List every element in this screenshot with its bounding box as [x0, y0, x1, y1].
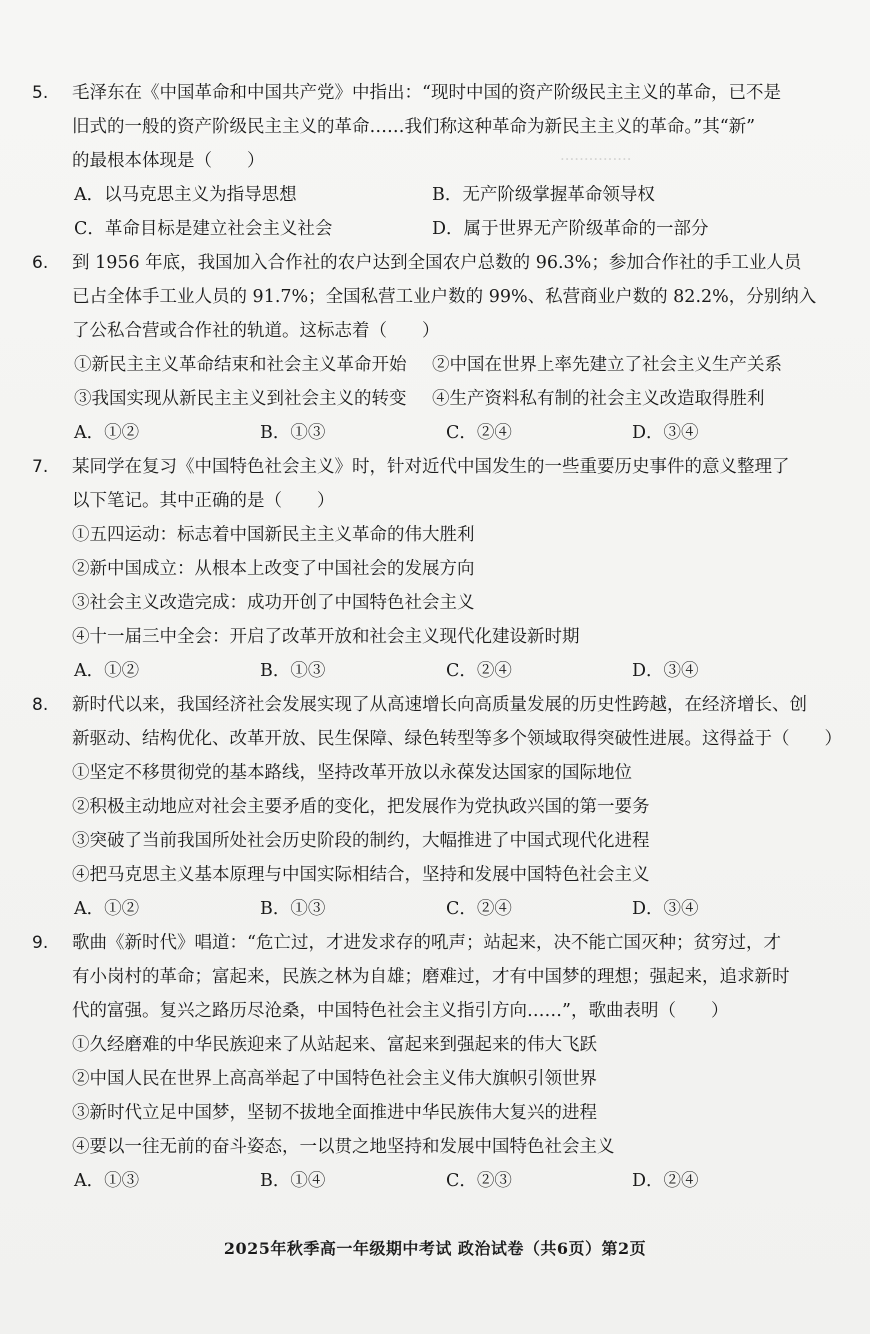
question-stem-line: 有小岗村的革命；富起来，民族之林为自雄；磨难过，才有中国梦的理想；强起来，追求新时	[72, 967, 790, 987]
option-row	[28, 654, 840, 688]
option-d: D．③④	[632, 423, 699, 443]
option-a: A．①②	[74, 661, 140, 681]
question-number: 6.	[32, 253, 49, 273]
option-c: C．②④	[446, 423, 512, 443]
option-row	[28, 178, 840, 212]
option-b: B．①③	[260, 899, 326, 919]
statement-row	[28, 382, 840, 416]
option-d: D．②④	[632, 1171, 699, 1191]
page-footer: 2025年秋季高一年级期中考试 政治试卷（共6页）第2页	[223, 1239, 647, 1258]
option-b: B．①③	[260, 661, 326, 681]
question-stem-line: 5. 毛泽东在《中国革命和中国共产党》中指出：“现时中国的资产阶级民主主义的革命，已不是	[28, 76, 840, 110]
option-d: D．③④	[632, 661, 699, 681]
option-c: C．②④	[446, 899, 512, 919]
option-a: A．①②	[74, 423, 140, 443]
option-row	[28, 212, 840, 246]
statement-2: ②中国在世界上率先建立了社会主义生产关系	[432, 355, 782, 375]
question-number: 8.	[32, 695, 49, 715]
statement-1: ①五四运动：标志着中国新民主主义革命的伟大胜利	[72, 525, 475, 545]
statement-3: ③新时代立足中国梦，坚韧不拔地全面推进中华民族伟大复兴的进程	[72, 1103, 597, 1123]
option-d: D．属于世界无产阶级革命的一部分	[432, 219, 709, 239]
statement-3: ③社会主义改造完成：成功开创了中国特色社会主义	[72, 593, 475, 613]
question-stem-line: 新驱动、结构优化、改革开放、民生保障、绿色转型等多个领域取得突破性进展。这得益于（ ）	[72, 729, 842, 749]
question-stem-line: 6. 到 1956 年底，我国加入合作社的农户达到全国农户总数的 96.3%；参加合作社的手工业人员	[28, 246, 840, 280]
option-row	[28, 892, 840, 926]
statement-3: ③突破了当前我国所处社会历史阶段的制约，大幅推进了中国式现代化进程	[72, 831, 650, 851]
statement-4: ④十一届三中全会：开启了改革开放和社会主义现代化建设新时期	[72, 627, 580, 647]
option-c: C．②④	[446, 661, 512, 681]
option-a: A．①②	[74, 899, 140, 919]
question-7	[28, 450, 840, 688]
option-c: C．②③	[446, 1171, 512, 1191]
option-b: B．①④	[260, 1171, 326, 1191]
question-number: 9.	[32, 933, 49, 953]
option-c: C．革命目标是建立社会主义社会	[74, 219, 333, 239]
question-stem-line: 旧式的一般的资产阶级民主主义的革命……我们称这种革命为新民主主义的革命。”其“新”	[72, 117, 756, 137]
statement-4: ④生产资料私有制的社会主义改造取得胜利	[432, 389, 765, 409]
statement-2: ②积极主动地应对社会主要矛盾的变化，把发展作为党执政兴国的第一要务	[72, 797, 650, 817]
question-9	[28, 926, 840, 1198]
option-a: A．以马克思主义为指导思想	[74, 185, 297, 205]
questions-area	[28, 76, 840, 1198]
statement-row	[28, 348, 840, 382]
question-6	[28, 246, 840, 450]
show-through-text: ···············	[560, 150, 632, 168]
statement-4: ④要以一往无前的奋斗姿态，一以贯之地坚持和发展中国特色社会主义	[72, 1137, 615, 1157]
statement-2: ②中国人民在世界上高高举起了中国特色社会主义伟大旗帜引领世界	[72, 1069, 597, 1089]
statement-1: ①坚定不移贯彻党的基本路线，坚持改革开放以永葆发达国家的国际地位	[72, 763, 632, 783]
option-d: D．③④	[632, 899, 699, 919]
question-number: 7.	[32, 457, 49, 477]
question-stem-line: 9. 歌曲《新时代》唱道：“危亡过，才进发求存的吼声；站起来，决不能亡国灭种；贫穷过，才	[28, 926, 840, 960]
question-stem-line: 代的富强。复兴之路历尽沧桑，中国特色社会主义指引方向……”，歌曲表明（ ）	[72, 1001, 729, 1021]
statement-2: ②新中国成立：从根本上改变了中国社会的发展方向	[72, 559, 475, 579]
statement-4: ④把马克思主义基本原理与中国实际相结合，坚持和发展中国特色社会主义	[72, 865, 650, 885]
option-b: B．①③	[260, 423, 326, 443]
option-b: B．无产阶级掌握革命领导权	[432, 185, 655, 205]
statement-1: ①新民主主义革命结束和社会主义革命开始	[74, 355, 407, 375]
question-number: 5.	[32, 83, 49, 103]
statement-1: ①久经磨难的中华民族迎来了从站起来、富起来到强起来的伟大飞跃	[72, 1035, 597, 1055]
question-8	[28, 688, 840, 926]
question-stem-line: 7. 某同学在复习《中国特色社会主义》时，针对近代中国发生的一些重要历史事件的意义整理了	[28, 450, 840, 484]
option-row	[28, 1164, 840, 1198]
option-a: A．①③	[74, 1171, 140, 1191]
question-stem-line: 8. 新时代以来，我国经济社会发展实现了从高速增长向高质量发展的历史性跨越，在经济增长、创	[28, 688, 840, 722]
statement-3: ③我国实现从新民主主义到社会主义的转变	[74, 389, 407, 409]
option-row	[28, 416, 840, 450]
question-stem-line: 以下笔记。其中正确的是（ ）	[72, 491, 335, 511]
question-stem-line: 了公私合营或合作社的轨道。这标志着（ ）	[72, 321, 440, 341]
question-stem-line: 的最根本体现是（ ）	[72, 151, 265, 171]
question-stem-line: 已占全体手工业人员的 91.7%；全国私营工业户数的 99%、私营商业户数的 82.2%，分别纳入	[72, 287, 817, 307]
question-5	[28, 76, 840, 246]
